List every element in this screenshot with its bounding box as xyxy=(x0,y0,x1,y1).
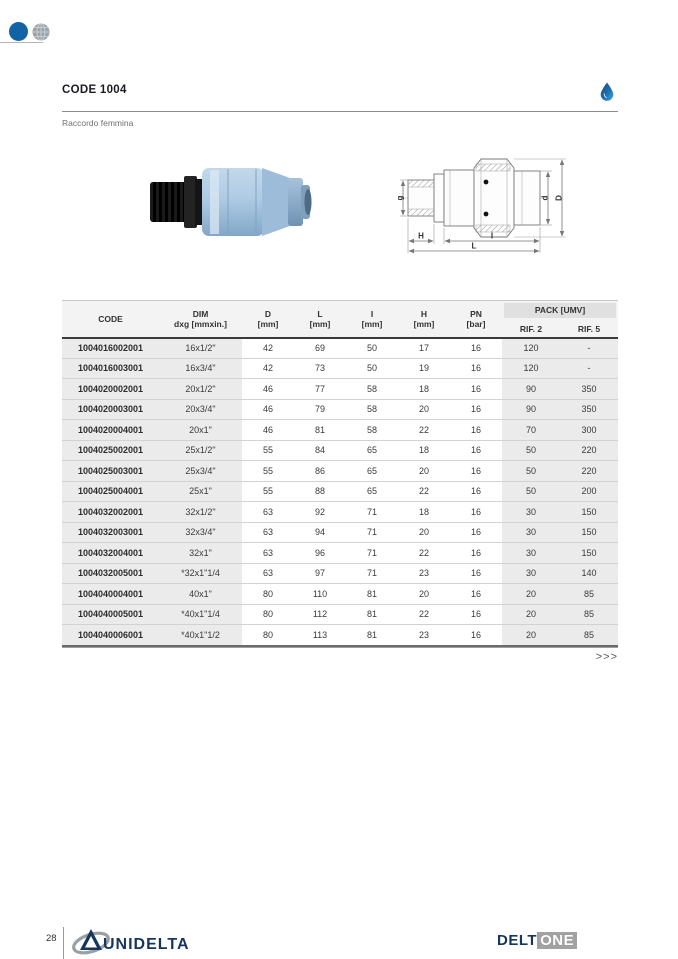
cell-l: 92 xyxy=(294,502,346,523)
cell-l: 113 xyxy=(312,630,328,640)
cell-pn: 16 xyxy=(450,461,502,482)
water-drop-icon xyxy=(600,82,614,101)
cell-i: 81 xyxy=(346,584,398,605)
top-rule xyxy=(0,42,43,43)
cell-l: 77 xyxy=(294,379,346,400)
product-photo xyxy=(148,156,333,246)
cell-code: 1004025002001 xyxy=(62,440,159,461)
cell-i: 71 xyxy=(346,522,398,543)
col-header-code: CODE xyxy=(62,301,159,338)
cell-h: 18 xyxy=(398,379,450,400)
cell-i: 71 xyxy=(346,543,398,564)
cell-pn: 16 xyxy=(470,630,481,640)
cell-h: 22 xyxy=(398,481,450,502)
cell-rif5: 350 xyxy=(560,399,618,420)
product-subtitle: Raccordo femmina xyxy=(62,118,134,128)
technical-drawing xyxy=(396,140,576,258)
table-row xyxy=(62,440,618,461)
table-row xyxy=(62,543,618,564)
cell-pn: 16 xyxy=(450,440,502,461)
globe-icon xyxy=(32,23,50,41)
cell-rif2: 90 xyxy=(502,379,560,400)
cell-rif2: 20 xyxy=(502,584,560,605)
col-header-dim: DIM dxg [mmxin.] xyxy=(159,301,242,338)
more-pages-indicator: >>> xyxy=(595,651,618,663)
cell-h: 23 xyxy=(418,630,429,640)
table-row xyxy=(62,584,618,605)
cell-dim: 32x3/4" xyxy=(159,522,242,543)
cell-i: 71 xyxy=(346,563,398,584)
dim-label-d: d xyxy=(540,195,550,201)
cell-pn: 16 xyxy=(450,604,502,625)
cell-i: 65 xyxy=(346,440,398,461)
cell-d: 46 xyxy=(242,399,294,420)
cell-h: 22 xyxy=(398,420,450,441)
deltone-logo xyxy=(497,932,577,949)
unidelta-logo xyxy=(70,928,220,956)
table-bottom-rule xyxy=(62,645,618,648)
cell-i: 58 xyxy=(346,379,398,400)
cell-h: 22 xyxy=(398,543,450,564)
table-header xyxy=(62,301,618,338)
table-row xyxy=(62,461,618,482)
cell-dim: 32x1/2" xyxy=(159,502,242,523)
cell-rif2: 30 xyxy=(502,543,560,564)
cell-l: 86 xyxy=(294,461,346,482)
col-header-pn: PN [bar] xyxy=(450,301,502,338)
cell-dim: 20x1/2" xyxy=(159,379,242,400)
cell-rif2: 120 xyxy=(502,358,560,379)
cell-code: 1004025004001 xyxy=(62,481,159,502)
cell-code: 1004032003001 xyxy=(62,522,159,543)
cell-dim: 40x1" xyxy=(159,584,242,605)
cell-pn: 16 xyxy=(450,358,502,379)
dim-label-D: D xyxy=(554,195,564,201)
cell-rif5: 140 xyxy=(560,563,618,584)
cell-l: 81 xyxy=(294,420,346,441)
cell-dim: 25x3/4" xyxy=(159,461,242,482)
product-table xyxy=(62,300,618,648)
cell-rif2: 90 xyxy=(502,399,560,420)
cell-pn: 16 xyxy=(450,543,502,564)
cell-code: 1004040006001 xyxy=(62,625,159,646)
cell-dim: 20x1" xyxy=(159,420,242,441)
cell-l: 69 xyxy=(294,338,346,359)
col-header-rif5: RIF. 5 xyxy=(560,321,618,338)
cell-pn: 16 xyxy=(450,584,502,605)
dim-label-g: g xyxy=(396,195,405,201)
cell-code: 1004032002001 xyxy=(62,502,159,523)
cell-rif2: 70 xyxy=(502,420,560,441)
cell-l: 84 xyxy=(294,440,346,461)
table-row xyxy=(62,338,618,359)
cell-code: 1004040004001 xyxy=(62,584,159,605)
cell-dim: *40x1"1/2 xyxy=(159,625,242,646)
cell-pn: 16 xyxy=(450,379,502,400)
cell-l: 79 xyxy=(294,399,346,420)
unidelta-logo-text: UNIDELTA xyxy=(103,936,190,953)
footer-divider xyxy=(63,927,64,959)
cell-rif5: 150 xyxy=(560,543,618,564)
cell-code: 1004020003001 xyxy=(62,399,159,420)
cell-rif5: 150 xyxy=(560,502,618,523)
cell-rif5: 350 xyxy=(560,379,618,400)
cell-rif2: 50 xyxy=(502,481,560,502)
col-header-l: L [mm] xyxy=(294,301,346,338)
cell-l: 110 xyxy=(294,584,346,605)
cell-l: 112 xyxy=(294,604,346,625)
dim-label-H: H xyxy=(418,231,424,241)
cell-d: 80 xyxy=(242,584,294,605)
cell-code: 1004016003001 xyxy=(62,358,159,379)
cell-h: 22 xyxy=(398,604,450,625)
cell-rif2: 50 xyxy=(502,461,560,482)
cell-rif5: 85 xyxy=(560,584,618,605)
cell-l: 96 xyxy=(294,543,346,564)
cell-rif2: 30 xyxy=(502,563,560,584)
cell-d: 55 xyxy=(242,461,294,482)
cell-d: 80 xyxy=(262,630,273,640)
cell-rif5: - xyxy=(560,338,618,359)
cell-rif5: 200 xyxy=(560,481,618,502)
cell-d: 80 xyxy=(242,604,294,625)
cell-h: 20 xyxy=(398,522,450,543)
cell-dim: 20x3/4" xyxy=(159,399,242,420)
table-row xyxy=(62,399,618,420)
cell-h: 18 xyxy=(398,502,450,523)
cell-d: 42 xyxy=(242,358,294,379)
dim-label-I: I xyxy=(490,231,494,241)
cell-d: 42 xyxy=(242,338,294,359)
cell-code: 1004032004001 xyxy=(62,543,159,564)
cell-h: 20 xyxy=(398,399,450,420)
page-footer xyxy=(0,920,678,959)
cell-h: 20 xyxy=(398,461,450,482)
cell-l: 97 xyxy=(294,563,346,584)
top-brand-icons xyxy=(0,0,120,50)
cell-h: 18 xyxy=(398,440,450,461)
cell-i: 81 xyxy=(346,604,398,625)
cell-i: 65 xyxy=(346,481,398,502)
blue-dot-icon xyxy=(9,22,28,41)
cell-rif2: 20 xyxy=(502,604,560,625)
cell-code: 1004016002001 xyxy=(62,338,159,359)
dim-label-L: L xyxy=(471,241,477,251)
cell-i: 58 xyxy=(346,420,398,441)
cell-l: 73 xyxy=(294,358,346,379)
cell-rif5: 85 xyxy=(560,604,618,625)
cell-pn: 16 xyxy=(450,563,502,584)
cell-code: 1004032005001 xyxy=(62,563,159,584)
header-rule xyxy=(62,111,618,112)
cell-pn: 16 xyxy=(450,399,502,420)
cell-h: 20 xyxy=(398,584,450,605)
cell-d: 63 xyxy=(242,563,294,584)
cell-code: 1004040005001 xyxy=(62,604,159,625)
cell-pn: 16 xyxy=(450,481,502,502)
table-row xyxy=(62,625,618,646)
cell-pn: 16 xyxy=(450,338,502,359)
col-header-rif2: RIF. 2 xyxy=(502,321,560,338)
page-title: CODE 1004 xyxy=(62,84,127,96)
table-row xyxy=(62,522,618,543)
cell-d: 63 xyxy=(242,522,294,543)
cell-pn: 16 xyxy=(450,420,502,441)
cell-d: 55 xyxy=(242,440,294,461)
cell-rif5: 85 xyxy=(560,625,618,646)
cell-rif5: 220 xyxy=(560,440,618,461)
cell-dim: 32x1" xyxy=(159,543,242,564)
deltone-logo-left: DELT xyxy=(497,932,538,949)
cell-d: 63 xyxy=(242,502,294,523)
cell-dim: *40x1"1/4 xyxy=(159,604,242,625)
cell-i: 50 xyxy=(346,358,398,379)
col-header-pack: PACK [UMV] xyxy=(502,301,618,321)
cell-d: 46 xyxy=(242,379,294,400)
cell-h: 17 xyxy=(398,338,450,359)
cell-rif2: 120 xyxy=(502,338,560,359)
cell-dim: 25x1/2" xyxy=(159,440,242,461)
table-row xyxy=(62,563,618,584)
cell-i: 58 xyxy=(346,399,398,420)
cell-code: 1004020002001 xyxy=(62,379,159,400)
cell-i: 71 xyxy=(346,502,398,523)
cell-dim: 16x1/2" xyxy=(159,338,242,359)
cell-l: 88 xyxy=(294,481,346,502)
table-row xyxy=(62,420,618,441)
cell-i: 50 xyxy=(346,338,398,359)
cell-rif5: 220 xyxy=(560,461,618,482)
cell-l: 94 xyxy=(294,522,346,543)
cell-rif2: 30 xyxy=(502,502,560,523)
page-number: 28 xyxy=(46,933,57,944)
table-row xyxy=(62,481,618,502)
cell-rif2: 20 xyxy=(502,625,560,646)
cell-rif2: 30 xyxy=(502,522,560,543)
table-row xyxy=(62,358,618,379)
cell-rif5: 300 xyxy=(560,420,618,441)
deltone-logo-right: ONE xyxy=(537,932,577,949)
cell-dim: 25x1" xyxy=(159,481,242,502)
cell-h: 23 xyxy=(398,563,450,584)
cell-dim: 16x3/4" xyxy=(159,358,242,379)
cell-rif5: 150 xyxy=(560,522,618,543)
table-row xyxy=(62,604,618,625)
table-row xyxy=(62,502,618,523)
cell-rif5: - xyxy=(560,358,618,379)
cell-d: 63 xyxy=(242,543,294,564)
cell-rif2: 50 xyxy=(502,440,560,461)
cell-code: 1004020004001 xyxy=(62,420,159,441)
col-header-d: D [mm] xyxy=(242,301,294,338)
cell-dim: *32x1"1/4 xyxy=(159,563,242,584)
cell-pn: 16 xyxy=(450,502,502,523)
cell-code: 1004025003001 xyxy=(62,461,159,482)
cell-pn: 16 xyxy=(450,522,502,543)
cell-d: 55 xyxy=(242,481,294,502)
table-row xyxy=(62,379,618,400)
col-header-i: I [mm] xyxy=(346,301,398,338)
col-header-h: H [mm] xyxy=(398,301,450,338)
cell-d: 46 xyxy=(242,420,294,441)
table-body xyxy=(62,338,618,646)
cell-h: 19 xyxy=(398,358,450,379)
cell-i: 81 xyxy=(366,630,377,640)
cell-i: 65 xyxy=(346,461,398,482)
code-header xyxy=(62,84,618,128)
